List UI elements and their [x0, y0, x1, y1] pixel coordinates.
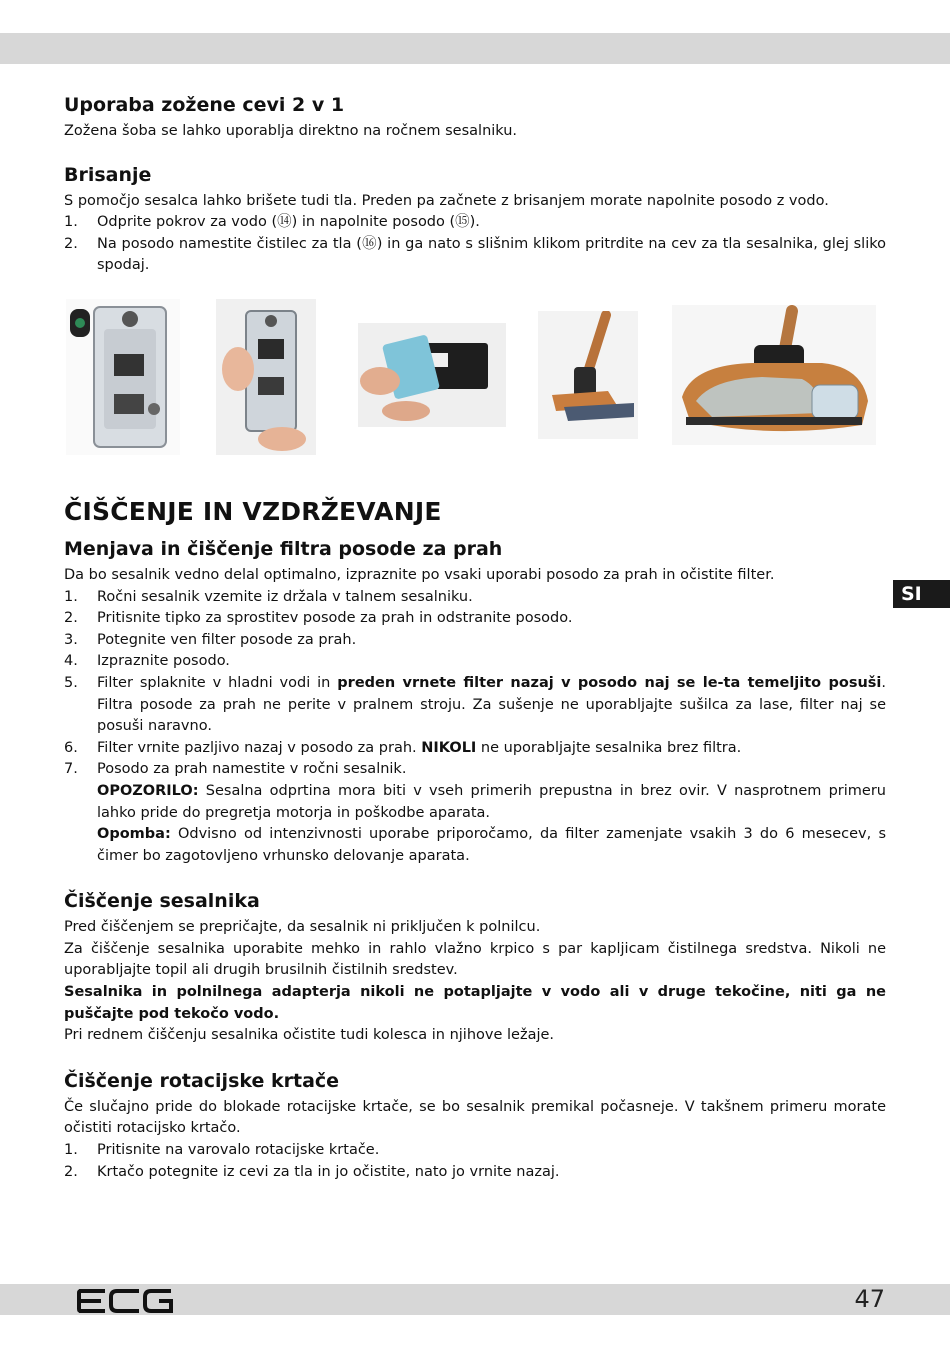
- section-title: Čiščenje rotacijske krtače: [64, 1069, 340, 1092]
- warning-note: OPOZORILO: Sesalna odprtina mora biti v vseh primerih prepustna in brez ovir. V nasprotnem primeru lahko pride do pregretja motorja in poškodbe aparata.: [97, 782, 886, 821]
- section-mopping: [64, 163, 886, 277]
- list-item: 3. Potegnite ven filter posode za prah.: [64, 631, 357, 648]
- list-item: 6. Filter vrnite pazljivo nazaj v posodo za prah. NIKOLI ne uporabljajte sesalnika brez filtra.: [64, 739, 742, 756]
- list-item: 7. Posodo za prah namestite v ročni sesalnik.: [64, 761, 407, 778]
- ecg-logo: [77, 1289, 173, 1313]
- header-bar: [0, 33, 950, 64]
- paragraph-bold: Sesalnika in polnilnega adapterja nikoli ne potapljajte v vodo ali v druge tekočine, niti ga ne puščajte pod tekočo vodo.: [64, 984, 886, 1022]
- page-number: 47: [854, 1285, 885, 1313]
- language-tab: SI: [893, 580, 950, 608]
- paragraph: Da bo sesalnik vedno delal optimalno, izpraznite po vsaki uporabi posodo za prah in očistite filter.: [64, 566, 775, 583]
- paragraph: Pri rednem čiščenju sesalnika očistite tudi kolesca in njihove ležaje.: [64, 1027, 555, 1044]
- section-filter: [64, 537, 886, 867]
- list-item: 1. Odprite pokrov za vodo (⑭) in napolnite posodo (⑮).: [64, 214, 480, 231]
- list-item: 2. Krtačo potegnite iz cevi za tla in jo očistite, nato jo vrnite nazaj.: [64, 1163, 560, 1180]
- water-tank-image: [66, 299, 180, 455]
- numbered-list: [64, 587, 886, 781]
- remark-note: Opomba: Odvisno od intenzivnosti uporabe priporočamo, da filter zamenjate vsakih 3 do 6 mesecev, s čimer bo zagotovljeno vrhunsko delovanje aparata.: [97, 826, 886, 864]
- section-title: Brisanje: [64, 163, 152, 186]
- main-heading: ČIŠČENJE IN VZDRŽEVANJE: [64, 496, 442, 526]
- section-title: Uporaba zožene cevi 2 v 1: [64, 94, 345, 116]
- section-title: Čiščenje sesalnika: [64, 890, 260, 913]
- list-item: 2. Pritisnite tipko za sprostitev posode za prah in odstranite posodo.: [64, 610, 573, 627]
- paragraph: Če slučajno pride do blokade rotacijske krtače, se bo sesalnik premikal počasneje. V takšnem primeru morate očistiti rotacijsko krtačo.: [64, 1098, 886, 1137]
- page-content: [64, 93, 886, 1197]
- list-item: 2. Na posodo namestite čistilec za tla (⑯) in ga nato s slišnim klikom pritrdite na cev za tla sesalnika, glej sliko spodaj.: [64, 235, 886, 274]
- section-title: Menjava in čiščenje filtra posode za prah: [64, 537, 503, 560]
- product-images: [60, 299, 886, 457]
- list-item: 4. Izpraznite posodo.: [64, 653, 230, 670]
- section-cleaning: [64, 889, 886, 1047]
- numbered-list: [64, 1140, 886, 1183]
- paragraph: S pomočjo sesalca lahko brišete tudi tla. Preden pa začnete z brisanjem morate napolnite posodo z vodo.: [64, 192, 829, 209]
- list-item: 1. Pritisnite na varovalo rotacijske krtače.: [64, 1142, 380, 1159]
- numbered-list: [64, 212, 886, 277]
- hands-tank-image: [216, 299, 316, 455]
- paragraph: Zožena šoba se lahko uporablja direktno na ročnem sesalniku.: [64, 123, 518, 139]
- list-item: 5. Filter splaknite v hladni vodi in preden vrnete filter nazaj v posodo naj se le-ta temeljito posuši. Filtra posode za prah ne perite v pralnem stroju. Za sušenje ne uporabljajte sušilca za lase, filter naj se posuši naravno.: [64, 674, 886, 735]
- vacuum-on-mop-image: [538, 311, 638, 439]
- section-narrow-nozzle: [64, 93, 886, 143]
- section-brush: [64, 1069, 886, 1183]
- list-item: 1. Ročni sesalnik vzemite iz držala v talnem sesalniku.: [64, 588, 473, 605]
- paragraph: Pred čiščenjem se prepričajte, da sesalnik ni priključen k polnilcu.: [64, 919, 541, 936]
- paragraph: Za čiščenje sesalnika uporabite mehko in rahlo vlažno krpico s par kapljicam čistilnega sredstva. Nikoli ne uporabljajte topil ali drugih brusilnih čistilnih sredstev.: [64, 940, 886, 979]
- mop-pad-image: [358, 323, 506, 427]
- floor-head-image: [672, 305, 876, 445]
